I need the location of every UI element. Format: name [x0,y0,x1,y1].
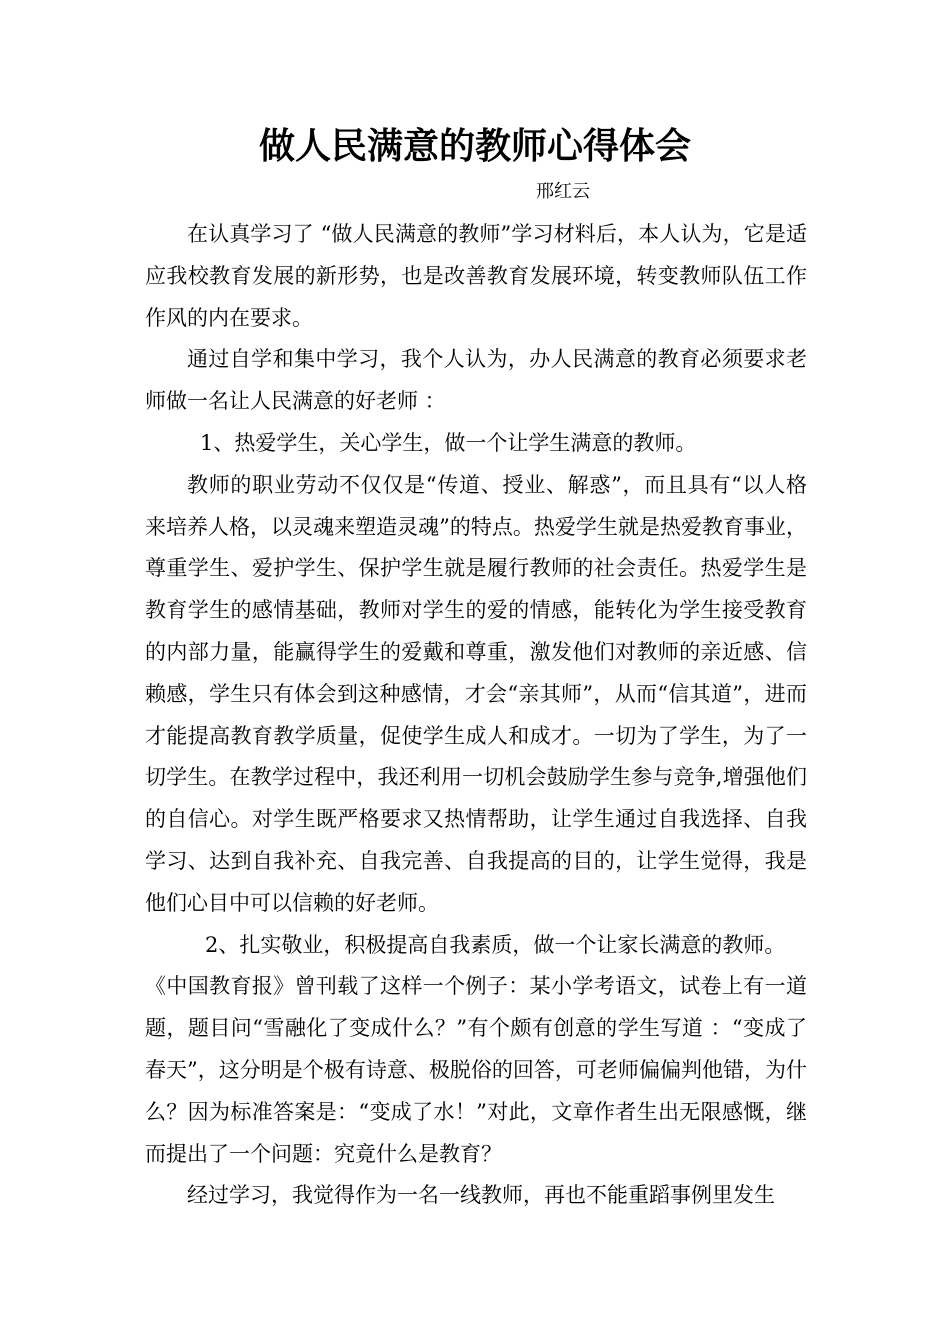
paragraph-example: 《中国教育报》曾刊载了这样一个例子：某小学考语文，试卷上有一道题，题目问“雪融化了变成什么？”有个颇有创意的学生写道 ：“变成了春天”，这分明是个极有诗意、极脱俗的回答，可老师偏偏判他错，为什么？因为标准答案是：“变成了水！”对此，文章作者生出无限感慨，继而提出了一个问题：究竟什么是教育？ [145,974,807,1166]
paragraph-conclusion: 经过学习，我觉得作为一名一线教师，再也不能重蹈事例里发生 [187,1183,775,1208]
section-heading-1: 1、热爱学生，关心学生，做一个让学生满意的教师。 [200,430,697,455]
section-heading-2: 2、扎实敬业，积极提高自我素质，做一个让家长满意的教师。 [205,932,786,957]
document-title: 做人民满意的教师心得体会 [258,126,691,167]
document-body [145,214,807,1217]
paragraph-requirement: 通过自学和集中学习，我个人认为，办人民满意的教育必须要求老师做一名让人民满意的好老师 ： [145,347,807,414]
paragraph-love-students: 教师的职业劳动不仅仅是“传道、授业、解惑”，而且具有“以人格来培养人格，以灵魂来塑造灵魂”的特点。热爱学生就是热爱教育事业，尊重学生、爱护学生、保护学生就是履行教师的社会责任。热爱学生是教育学生的感情基础，教师对学生的爱的情感，能转化为学生接受教育的内部力量，能赢得学生的爱戴和尊重，激发他们对教师的亲近感、信赖感，学生只有体会到这种感情，才会“亲其师”，从而“信其道”，进而才能提高教育教学质量，促使学生成人和成才。一切为了学生，为了一切学生。在教学过程中，我还利用一切机会鼓励学生参与竞争,增强他们的自信心。对学生既严格要求又热情帮助，让学生通过自我选择、自我学习、达到自我补充、自我完善、自我提高的目的，让学生觉得，我是他们心目中可以信赖的好老师。 [145,472,807,915]
paragraph-intro: 在认真学习了 “做人民满意的教师”学习材料后，本人认为，它是适应我校教育发展的新形势，也是改善教育发展环境，转变教师队伍工作作风的内在要求。 [145,222,807,330]
author-name: 邢红云 [536,181,590,202]
